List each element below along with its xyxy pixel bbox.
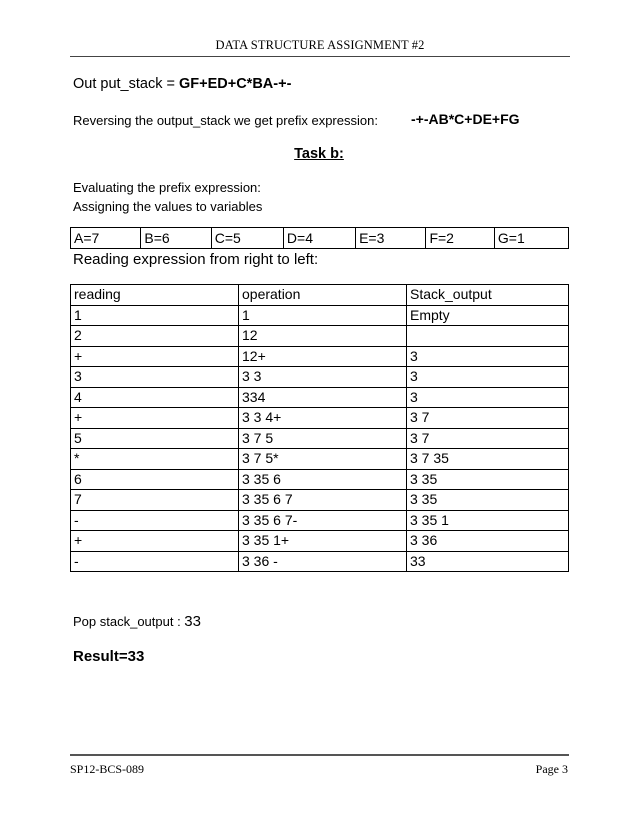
cell-reading: 1	[71, 305, 239, 326]
table-row	[71, 326, 569, 347]
task-heading: Task b:	[294, 146, 344, 162]
output-stack-value: GF+ED+C*BA-+-	[179, 76, 292, 92]
cell-stack-output: 3	[407, 346, 569, 367]
output-stack-label: Out put_stack =	[73, 76, 179, 92]
cell-stack-output: 3	[407, 367, 569, 388]
variables-row	[71, 228, 569, 249]
table-header-row	[71, 285, 569, 306]
column-header-operation: operation	[239, 285, 407, 306]
assigning-text: Assigning the values to variables	[73, 199, 263, 214]
table-row	[71, 346, 569, 367]
table-row	[71, 408, 569, 429]
cell-operation: 12+	[239, 346, 407, 367]
cell-stack-output: 33	[407, 551, 569, 572]
output-stack-line	[73, 76, 291, 92]
table-row	[71, 531, 569, 552]
cell-stack-output: 3 7	[407, 428, 569, 449]
cell-reading: *	[71, 449, 239, 470]
cell-stack-output: Empty	[407, 305, 569, 326]
table-row	[71, 367, 569, 388]
cell-stack-output	[407, 326, 569, 347]
cell-reading: +	[71, 531, 239, 552]
result-text: Result=33	[73, 648, 145, 665]
variable-cell: G=1	[494, 228, 568, 249]
pop-stack-line	[73, 613, 201, 630]
cell-operation: 334	[239, 387, 407, 408]
cell-stack-output: 3 35	[407, 490, 569, 511]
cell-operation: 3 3	[239, 367, 407, 388]
cell-reading: -	[71, 551, 239, 572]
header-divider	[70, 56, 570, 57]
reverse-text: Reversing the output_stack we get prefix expression:	[73, 113, 378, 128]
cell-operation: 3 36 -	[239, 551, 407, 572]
pop-label: Pop stack_output :	[73, 614, 185, 629]
cell-operation: 3 7 5	[239, 428, 407, 449]
cell-stack-output: 3 35	[407, 469, 569, 490]
column-header-reading: reading	[71, 285, 239, 306]
cell-operation: 1	[239, 305, 407, 326]
variable-cell: F=2	[426, 228, 494, 249]
variables-table	[70, 227, 569, 249]
cell-reading: 3	[71, 367, 239, 388]
cell-operation: 12	[239, 326, 407, 347]
cell-stack-output: 3 35 1	[407, 510, 569, 531]
cell-stack-output: 3 7	[407, 408, 569, 429]
variable-cell: D=4	[283, 228, 355, 249]
variable-cell: A=7	[71, 228, 141, 249]
table-row	[71, 551, 569, 572]
cell-reading: +	[71, 346, 239, 367]
footer-divider	[70, 754, 569, 756]
pop-value: 33	[184, 613, 201, 630]
cell-reading: 7	[71, 490, 239, 511]
cell-reading: 6	[71, 469, 239, 490]
table-row	[71, 449, 569, 470]
variable-cell: E=3	[356, 228, 426, 249]
cell-reading: 5	[71, 428, 239, 449]
cell-reading: 4	[71, 387, 239, 408]
table-row	[71, 490, 569, 511]
evaluating-text: Evaluating the prefix expression:	[73, 180, 261, 195]
cell-reading: -	[71, 510, 239, 531]
cell-stack-output: 3	[407, 387, 569, 408]
prefix-expression: -+-AB*C+DE+FG	[411, 111, 520, 127]
reading-heading: Reading expression from right to left:	[73, 251, 319, 268]
column-header-stack-output: Stack_output	[407, 285, 569, 306]
table-row	[71, 305, 569, 326]
cell-operation: 3 35 6	[239, 469, 407, 490]
cell-operation: 3 35 6 7	[239, 490, 407, 511]
cell-stack-output: 3 36	[407, 531, 569, 552]
cell-operation: 3 35 6 7-	[239, 510, 407, 531]
cell-operation: 3 3 4+	[239, 408, 407, 429]
cell-reading: 2	[71, 326, 239, 347]
variable-cell: C=5	[211, 228, 283, 249]
page-header-title: DATA STRUCTURE ASSIGNMENT #2	[215, 38, 425, 52]
table-row	[71, 510, 569, 531]
footer-student-id: SP12-BCS-089	[70, 762, 145, 776]
footer-page-number: Page 3	[535, 762, 568, 776]
variable-cell: B=6	[141, 228, 211, 249]
evaluation-table	[70, 284, 569, 572]
table-row	[71, 387, 569, 408]
cell-stack-output: 3 7 35	[407, 449, 569, 470]
table-row	[71, 428, 569, 449]
table-row	[71, 469, 569, 490]
cell-operation: 3 35 1+	[239, 531, 407, 552]
cell-reading: +	[71, 408, 239, 429]
cell-operation: 3 7 5*	[239, 449, 407, 470]
